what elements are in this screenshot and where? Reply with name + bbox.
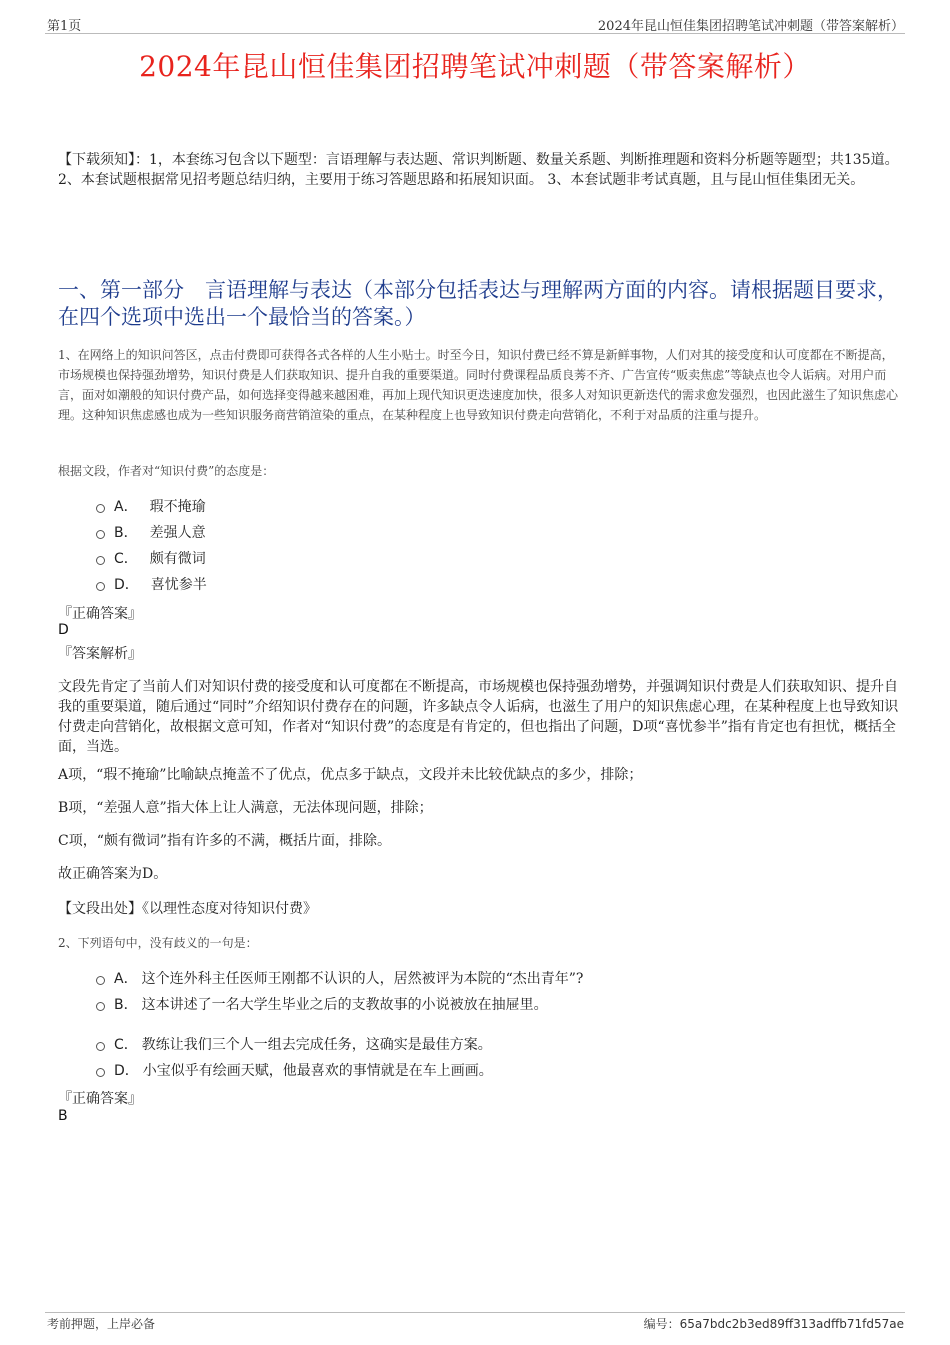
radio-icon[interactable] <box>96 1002 105 1011</box>
q2-option-a[interactable]: A． 这个连外科主任医师王刚都不认识的人，居然被评为本院的“杰出青年”? <box>96 968 583 988</box>
q1-option-b[interactable]: B． 差强人意 <box>96 522 206 542</box>
q1-answer-label: 『正确答案』 <box>58 606 142 622</box>
radio-icon[interactable] <box>96 976 105 985</box>
download-notice: 【下载须知】：1，本套练习包含以下题型：言语理解与表达题、常识判断题、数量关系题、判断推理题和资料分析题等题型；共135道。 2、本套试题根据常见招考题总结归纳，主要用于练习答题思路和拓展知识面。 3、本套试题非考试真题，且与昆山恒佳集团无关。 <box>58 152 899 188</box>
radio-icon[interactable] <box>96 530 105 539</box>
footer-divider <box>45 1312 905 1313</box>
q2-question: 2、下列语句中，没有歧义的一句是： <box>58 936 258 950</box>
page-title: 2024年昆山恒佳集团招聘笔试冲刺题（带答案解析） <box>139 50 811 83</box>
q2-answer: B <box>58 1108 68 1124</box>
footer-slogan: 考前押题，上岸必备 <box>47 1317 156 1331</box>
footer-code-label: 编号： <box>643 1317 680 1331</box>
footer-code-value: 65a7bdc2b3ed89ff313adffb71fd57ae <box>679 1317 904 1331</box>
footer-code <box>644 1315 904 1332</box>
q1-option-c[interactable]: C． 颇有微词 <box>96 548 206 568</box>
q1-source: 【文段出处】《以理性态度对待知识付费》 <box>58 901 317 917</box>
q2-answer-label: 『正确答案』 <box>58 1091 142 1107</box>
q1-analysis-b: B项，“差强人意”指大体上让人满意，无法体现问题，排除； <box>58 800 433 816</box>
q2-option-c[interactable]: C． 教练让我们三个人一组去完成任务，这确实是最佳方案。 <box>96 1034 492 1054</box>
q1-conclusion: 故正确答案为D。 <box>58 866 168 882</box>
q1-passage: 1、在网络上的知识问答区，点击付费即可获得各式各样的人生小贴士。时至今日，知识付费已经不算是新鲜事物，人们对其的接受度和认可度都在不断提高，市场规模也保持强劲增势，知识付费是人们获取知识、提升自我的重要渠道。同时付费课程品质良莠不齐、广告宣传“贩卖焦虑”等缺点也令人诟病。对用户而言，面对如潮般的知识付费产品，如何选择变得越来越困难，再加上现代知识更迭速度加快，很多人对知识更新迭代的需求愈发强烈，也因此滋生了知识焦虑心理。这种知识焦虑感也成为一些知识服务商营销渲染的重点，在某种程度上也导致知识付费走向营销化，不利于对品质的注重与提升。 <box>58 348 899 422</box>
q1-option-d[interactable]: D． 喜忧参半 <box>96 574 207 594</box>
section-heading: 一、第一部分 言语理解与表达（本部分包括表达与理解两方面的内容。请根据题目要求，在四个选项中选出一个最恰当的答案。） <box>58 278 898 329</box>
header-divider <box>45 33 905 34</box>
q2-option-b[interactable]: B． 这本讲述了一名大学生毕业之后的支教故事的小说被放在抽屉里。 <box>96 994 548 1014</box>
q1-analysis-c: C项，“颇有微词”指有许多的不满，概括片面，排除。 <box>58 833 392 849</box>
q1-analysis-main: 文段先肯定了当前人们对知识付费的接受度和认可度都在不断提高，市场规模也保持强劲增势，并强调知识付费是人们获取知识、提升自我的重要渠道，随后通过“同时”介绍知识付费存在的问题，许多缺点令人诟病，也滋生了用户的知识焦虑心理，在某种程度上也导致知识付费走向营销化，故根据文意可知，作者对“知识付费”的态度是有肯定的，但也指出了问题，D项“喜忧参半”指有肯定也有担忧，概括全面，当选。 <box>58 679 899 755</box>
q1-analysis-label: 『答案解析』 <box>58 646 142 662</box>
radio-icon[interactable] <box>96 1042 105 1051</box>
header-doc-title: 2024年昆山恒佳集团招聘笔试冲刺题（带答案解析） <box>597 19 904 34</box>
radio-icon[interactable] <box>96 504 105 513</box>
q1-analysis-a: A项，“瑕不掩瑜”比喻缺点掩盖不了优点，优点多于缺点，文段并未比较优缺点的多少，排除； <box>58 767 643 783</box>
radio-icon[interactable] <box>96 1068 105 1077</box>
q1-question: 根据文段，作者对“知识付费”的态度是： <box>58 464 275 478</box>
q1-answer: D <box>58 622 69 638</box>
radio-icon[interactable] <box>96 556 105 565</box>
q1-option-a[interactable]: A． 瑕不掩瑜 <box>96 496 206 516</box>
page-number: 第1页 <box>47 19 82 34</box>
q2-option-d[interactable]: D． 小宝似乎有绘画天赋，他最喜欢的事情就是在车上画画。 <box>96 1060 493 1080</box>
radio-icon[interactable] <box>96 582 105 591</box>
